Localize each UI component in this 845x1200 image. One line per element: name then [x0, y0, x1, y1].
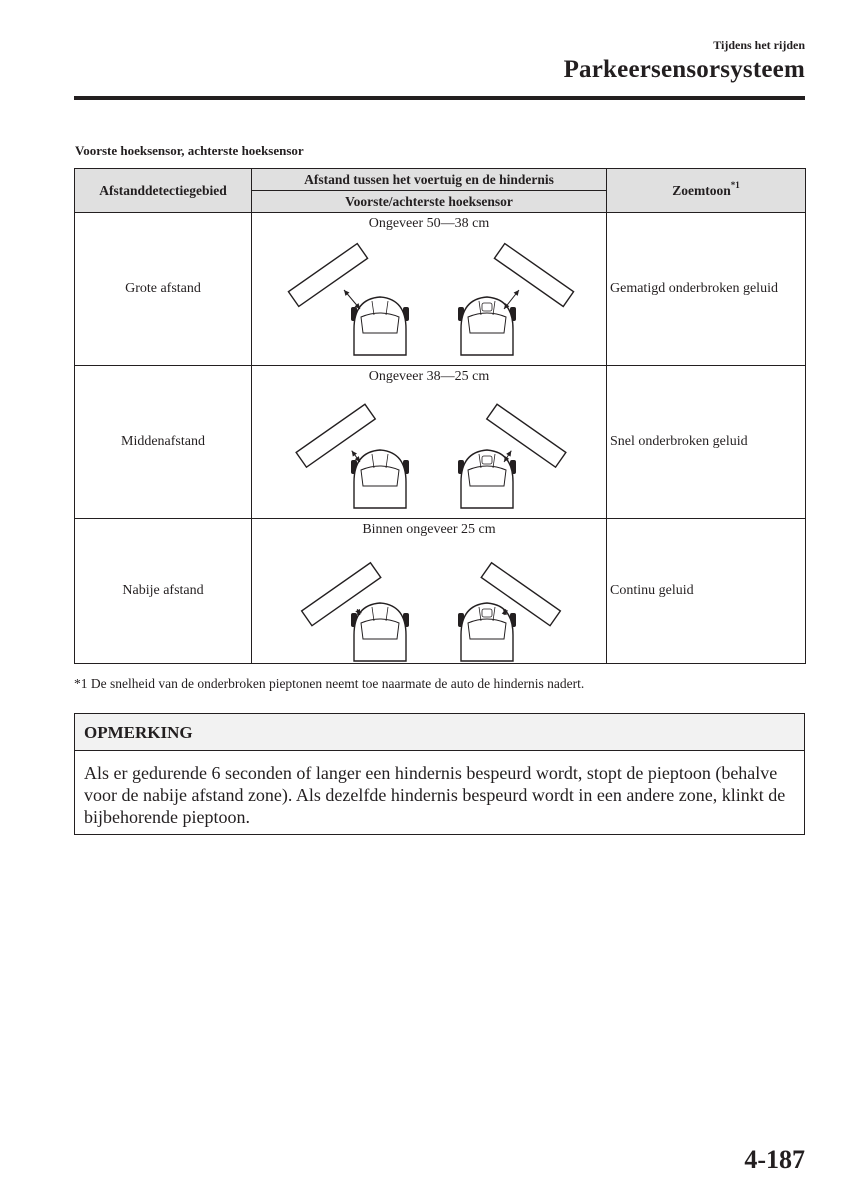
- header-sensor: Voorste/achterste hoeksensor: [252, 191, 607, 213]
- diagram-group: [302, 563, 561, 661]
- corner-sensor-diagram: [252, 213, 607, 365]
- zone-name: Middenafstand: [75, 366, 252, 519]
- zone-name: Nabije afstand: [75, 519, 252, 664]
- arrowhead: [352, 451, 357, 457]
- diagram-group: [288, 244, 573, 355]
- range-label: Ongeveer 50—38 cm: [368, 216, 490, 231]
- range-label: Binnen ongeveer 25 cm: [362, 522, 496, 537]
- distance-illustration: [252, 519, 607, 664]
- distance-illustration: [252, 366, 607, 519]
- table-row: [75, 366, 806, 519]
- page-number: 4-187: [744, 1145, 805, 1174]
- table-row: [75, 519, 806, 664]
- obstacle-board: [288, 244, 367, 307]
- header-zone: Afstanddetectiegebied: [75, 169, 252, 213]
- arrowhead: [514, 290, 519, 296]
- front-car-icon: [351, 450, 409, 508]
- table-row: [75, 213, 806, 366]
- header-tone: [607, 169, 806, 213]
- range-label: Ongeveer 38—25 cm: [368, 369, 490, 384]
- header-divider: [74, 96, 805, 100]
- sensor-zone-table: [74, 168, 806, 664]
- section-label: Tijdens het rijden: [713, 38, 805, 52]
- tone-description: Snel onderbroken geluid: [607, 366, 806, 519]
- obstacle-board: [494, 244, 573, 307]
- diagram-group: [296, 404, 566, 508]
- note-text: Als er gedurende 6 seconden of langer een hindernis bespeurd wordt, stopt de pieptoon (behalve voor de nabije afstand zone). Als dezelfde hindernis bespeurd wordt in een andere zone, klinkt de bijbehorende pieptoon.: [84, 763, 786, 827]
- rear-car-icon: [458, 603, 516, 661]
- header-distance: Afstand tussen het voertuig en de hindernis: [252, 169, 607, 191]
- note-box: [74, 713, 805, 835]
- footnote: *1 De snelheid van de onderbroken pieptonen neemt toe naarmate de auto de hindernis nadert.: [74, 676, 585, 691]
- tone-description: Continu geluid: [607, 519, 806, 664]
- distance-illustration: [252, 213, 607, 366]
- zone-name: Grote afstand: [75, 213, 252, 366]
- footnote-marker: *1: [730, 179, 740, 190]
- table-caption: Voorste hoeksensor, achterste hoeksensor: [75, 143, 304, 158]
- arrowhead: [506, 451, 511, 457]
- note-heading: OPMERKING: [75, 714, 804, 751]
- corner-sensor-diagram: [252, 519, 607, 663]
- front-car-icon: [351, 297, 409, 355]
- tone-description: Gematigd onderbroken geluid: [607, 213, 806, 366]
- corner-sensor-diagram: [252, 366, 607, 518]
- page-title: Parkeersensorsysteem: [563, 56, 805, 83]
- header-tone-label: Zoemtoon: [672, 182, 731, 198]
